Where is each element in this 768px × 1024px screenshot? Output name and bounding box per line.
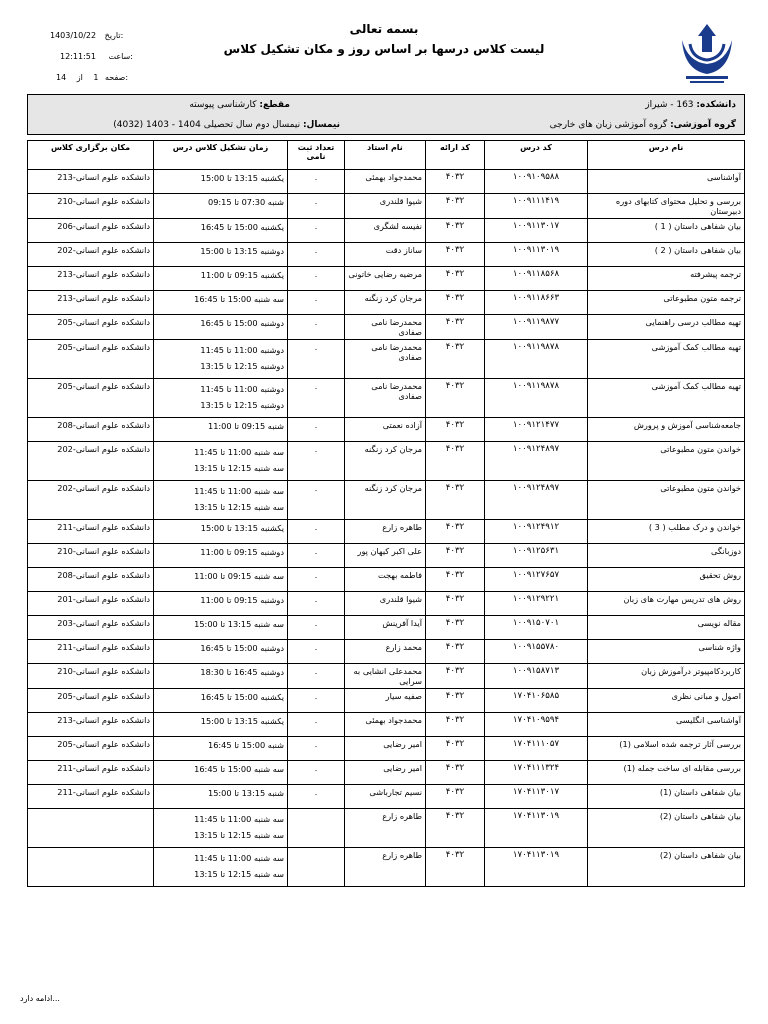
class-time-cell (154, 219, 288, 243)
term-label: نیمسال: (302, 120, 340, 130)
table-row (28, 737, 745, 761)
offer-code-cell: ۴۰۳۲ (426, 544, 485, 568)
class-time-cell (154, 379, 288, 418)
class-time-cell (154, 520, 288, 544)
course-code-cell: ۱۰۰۹۱۲۹۲۲۱ (485, 592, 588, 616)
column-header: کد ارائه (426, 141, 485, 170)
table-row (28, 713, 745, 737)
teacher-name-cell: نفیسه لشگری (345, 219, 426, 243)
class-location-cell: دانشکده علوم انسانی-202 (28, 481, 154, 520)
table-row (28, 616, 745, 640)
class-time-slot: دوشنبه 13:15 تا 15:00 (200, 246, 284, 256)
class-time-slot: سه شنبه 12:15 تا 13:15 (194, 463, 284, 473)
course-code-cell: ۱۰۰۹۱۲۵۶۳۱ (485, 544, 588, 568)
table-row (28, 194, 745, 219)
course-code-cell: ۱۰۰۹۱۲۴۸۹۷ (485, 481, 588, 520)
course-code-cell: ۱۰۰۹۱۲۴۸۹۷ (485, 442, 588, 481)
offer-code-cell: ۴۰۳۲ (426, 737, 485, 761)
table-row (28, 640, 745, 664)
class-location-cell: دانشکده علوم انسانی-205 (28, 315, 154, 340)
teacher-name-cell: فاطمه بهجت (345, 568, 426, 592)
table-row (28, 544, 745, 568)
class-location-cell: دانشکده علوم انسانی-205 (28, 379, 154, 418)
class-time-slot: دوشنبه 15:00 تا 16:45 (200, 643, 284, 653)
university-logo-icon (676, 22, 738, 88)
class-time-slot: دوشنبه 12:15 تا 13:15 (200, 400, 284, 410)
class-location-cell: دانشکده علوم انسانی-202 (28, 243, 154, 267)
class-location-cell: دانشکده علوم انسانی-201 (28, 592, 154, 616)
teacher-name-cell: آیدا آفرینش (345, 616, 426, 640)
course-name-cell: آواشناسی انگلیسی (588, 713, 745, 737)
course-name-cell: بیان شفاهی داستان ( 1 ) (588, 219, 745, 243)
faculty-info (645, 100, 736, 110)
enrollment-count-cell: . (288, 243, 345, 267)
class-time-slot: دوشنبه 16:45 تا 18:30 (200, 667, 284, 677)
class-location-cell: دانشکده علوم انسانی-205 (28, 689, 154, 713)
offer-code-cell: ۴۰۳۲ (426, 616, 485, 640)
class-location-cell: دانشکده علوم انسانی-205 (28, 737, 154, 761)
offer-code-cell: ۴۰۳۲ (426, 267, 485, 291)
teacher-name-cell: امیر رضایی (345, 737, 426, 761)
class-location-cell: دانشکده علوم انسانی-213 (28, 267, 154, 291)
offer-code-cell: ۴۰۳۲ (426, 219, 485, 243)
page-title: لیست کلاس درسها بر اساس روز و مکان تشکیل کلاس (223, 42, 545, 56)
course-name-cell: واژه شناسی (588, 640, 745, 664)
table-header-row (28, 141, 745, 170)
class-time-slot: سه شنبه 09:15 تا 11:00 (194, 571, 284, 581)
course-code-cell: ۱۷۰۴۱۰۹۵۹۴ (485, 713, 588, 737)
continued-note: ادامه دارد... (20, 994, 60, 1003)
page-counter (56, 73, 128, 82)
teacher-name-cell: مرجان کرد زنگنه (345, 291, 426, 315)
class-time-slot: یکشنبه 13:15 تا 15:00 (200, 523, 284, 533)
teacher-name-cell: علی اکبر کیهان پور (345, 544, 426, 568)
class-time-cell (154, 713, 288, 737)
class-time-slot: سه شنبه 12:15 تا 13:15 (194, 502, 284, 512)
print-time-label: ساعت: (108, 52, 133, 61)
course-code-cell: ۱۰۰۹۱۱۳۰۱۷ (485, 219, 588, 243)
table-row (28, 592, 745, 616)
class-time-cell (154, 170, 288, 194)
class-time-cell (154, 568, 288, 592)
class-time-cell (154, 689, 288, 713)
course-code-cell: ۱۰۰۹۱۲۷۶۵۷ (485, 568, 588, 592)
group-label: گروه آموزشی: (670, 120, 736, 130)
class-time-cell (154, 267, 288, 291)
table-row (28, 291, 745, 315)
offer-code-cell: ۴۰۳۲ (426, 761, 485, 785)
table-row (28, 170, 745, 194)
course-name-cell: دوزبانگی (588, 544, 745, 568)
class-time-cell (154, 664, 288, 689)
table-row (28, 689, 745, 713)
enrollment-count-cell: . (288, 664, 345, 689)
class-location-cell: دانشکده علوم انسانی-211 (28, 785, 154, 809)
term-value: نیمسال دوم سال تحصیلی 1404 - 1403 (4032) (113, 120, 301, 130)
offer-code-cell: ۴۰۳۲ (426, 340, 485, 379)
print-time-value: 12:11:51 (60, 52, 96, 61)
table-row (28, 340, 745, 379)
class-time-slot: سه شنبه 12:15 تا 13:15 (194, 869, 284, 879)
class-time-slot: دوشنبه 11:00 تا 11:45 (200, 384, 284, 394)
page-title-bismillah: بسمه تعالی (349, 22, 419, 36)
course-name-cell: کاربردکامپیوتر درآموزش زبان (588, 664, 745, 689)
offer-code-cell: ۴۰۳۲ (426, 418, 485, 442)
table-row (28, 379, 745, 418)
class-time-slot: شنبه 09:15 تا 11:00 (208, 421, 284, 431)
class-time-slot: یکشنبه 13:15 تا 15:00 (200, 173, 284, 183)
class-time-slot: سه شنبه 11:00 تا 11:45 (194, 486, 284, 496)
enrollment-count-cell: . (288, 442, 345, 481)
course-name-cell: آواشناسی (588, 170, 745, 194)
course-code-cell: ۱۰۰۹۱۱۱۴۱۹ (485, 194, 588, 219)
course-code-cell: ۱۰۰۹۱۵۰۷۰۱ (485, 616, 588, 640)
enrollment-count-cell: . (288, 418, 345, 442)
course-name-cell: بیان شفاهی داستان (1) (588, 785, 745, 809)
teacher-name-cell: نسیم تجارباشی (345, 785, 426, 809)
class-time-cell (154, 243, 288, 267)
teacher-name-cell: ساناز دقت (345, 243, 426, 267)
class-location-cell: دانشکده علوم انسانی-210 (28, 664, 154, 689)
page-label: صفحه: (105, 73, 129, 82)
course-code-cell: ۱۰۰۹۱۱۸۵۶۸ (485, 267, 588, 291)
class-time-slot: سه شنبه 15:00 تا 16:45 (194, 764, 284, 774)
course-name-cell: خواندن متون مطبوعاتی (588, 442, 745, 481)
course-name-cell: ترجمه متون مطبوعاتی (588, 291, 745, 315)
class-time-cell (154, 785, 288, 809)
course-name-cell: بیان شفاهی داستان ( 2 ) (588, 243, 745, 267)
offer-code-cell: ۴۰۳۲ (426, 848, 485, 887)
teacher-name-cell: محمدجواد بهمئی (345, 170, 426, 194)
course-code-cell: ۱۰۰۹۱۱۹۸۷۸ (485, 340, 588, 379)
teacher-name-cell: طاهره زارع (345, 848, 426, 887)
class-time-slot: دوشنبه 09:15 تا 11:00 (200, 595, 284, 605)
course-code-cell: ۱۰۰۹۱۲۱۴۷۷ (485, 418, 588, 442)
offer-code-cell: ۴۰۳۲ (426, 785, 485, 809)
class-location-cell: دانشکده علوم انسانی-203 (28, 616, 154, 640)
class-time-cell (154, 616, 288, 640)
enrollment-count-cell: . (288, 568, 345, 592)
course-name-cell: جامعه‌شناسی آموزش و پرورش (588, 418, 745, 442)
class-time-cell (154, 809, 288, 848)
enrollment-count-cell: . (288, 291, 345, 315)
offer-code-cell: ۴۰۳۲ (426, 194, 485, 219)
page-total: 14 (56, 73, 67, 82)
class-location-cell: دانشکده علوم انسانی-210 (28, 194, 154, 219)
enrollment-count-cell: . (288, 267, 345, 291)
offer-code-cell: ۴۰۳۲ (426, 689, 485, 713)
class-time-slot: سه شنبه 11:00 تا 11:45 (194, 814, 284, 824)
column-header: مکان برگزاری کلاس (28, 141, 154, 170)
enrollment-count-cell (288, 848, 345, 887)
class-schedule-table (27, 140, 745, 887)
table-row (28, 219, 745, 243)
teacher-name-cell: محمد زارع (345, 640, 426, 664)
class-location-cell (28, 848, 154, 887)
course-info-box (27, 94, 745, 135)
enrollment-count-cell: . (288, 592, 345, 616)
course-name-cell: مقاله نویسی (588, 616, 745, 640)
enrollment-count-cell: . (288, 520, 345, 544)
class-time-slot: شنبه 13:15 تا 15:00 (208, 788, 284, 798)
column-header: زمان تشکیل کلاس درس (154, 141, 288, 170)
class-time-cell (154, 291, 288, 315)
teacher-name-cell: محمدرضا نامی صفادی (345, 315, 426, 340)
teacher-name-cell: آزاده نعمتی (345, 418, 426, 442)
offer-code-cell: ۴۰۳۲ (426, 442, 485, 481)
class-time-cell (154, 481, 288, 520)
teacher-name-cell: مرجان کرد زنگنه (345, 481, 426, 520)
offer-code-cell: ۴۰۳۲ (426, 291, 485, 315)
class-location-cell: دانشکده علوم انسانی-211 (28, 520, 154, 544)
course-code-cell: ۱۷۰۴۱۱۳۰۱۹ (485, 809, 588, 848)
teacher-name-cell: محمدعلی انشایی به سرایی (345, 664, 426, 689)
page-of: از (76, 73, 83, 82)
class-time-cell (154, 848, 288, 887)
enrollment-count-cell: . (288, 713, 345, 737)
table-row (28, 315, 745, 340)
teacher-name-cell: طاهره زارع (345, 520, 426, 544)
class-location-cell (28, 809, 154, 848)
course-code-cell: ۱۰۰۹۱۵۸۷۱۳ (485, 664, 588, 689)
course-name-cell: بررسی مقابله ای ساخت جمله (1) (588, 761, 745, 785)
course-name-cell: روش تحقیق (588, 568, 745, 592)
enrollment-count-cell: . (288, 640, 345, 664)
column-header: نام استاد (345, 141, 426, 170)
table-row (28, 481, 745, 520)
table-row (28, 785, 745, 809)
faculty-value: 163 - شیراز (645, 100, 694, 110)
class-location-cell: دانشکده علوم انسانی-208 (28, 568, 154, 592)
class-time-cell (154, 761, 288, 785)
enrollment-count-cell: . (288, 170, 345, 194)
offer-code-cell: ۴۰۳۲ (426, 315, 485, 340)
class-time-cell (154, 640, 288, 664)
enrollment-count-cell: . (288, 616, 345, 640)
column-header: نام درس (588, 141, 745, 170)
class-time-slot: سه شنبه 11:00 تا 11:45 (194, 853, 284, 863)
offer-code-cell: ۴۰۳۲ (426, 379, 485, 418)
level-info (189, 100, 290, 110)
enrollment-count-cell: . (288, 481, 345, 520)
class-time-slot: یکشنبه 13:15 تا 15:00 (200, 716, 284, 726)
course-name-cell: اصول و مبانی نظری (588, 689, 745, 713)
offer-code-cell: ۴۰۳۲ (426, 809, 485, 848)
table-row (28, 809, 745, 848)
teacher-name-cell: شیوا قلندری (345, 194, 426, 219)
course-code-cell: ۱۰۰۹۱۲۴۹۱۲ (485, 520, 588, 544)
course-code-cell: ۱۷۰۴۱۱۱۰۵۷ (485, 737, 588, 761)
course-code-cell: ۱۷۰۴۱۰۶۵۸۵ (485, 689, 588, 713)
offer-code-cell: ۴۰۳۲ (426, 713, 485, 737)
teacher-name-cell: شیوا قلندری (345, 592, 426, 616)
course-name-cell: تهیه مطالب کمک آموزشی (588, 340, 745, 379)
offer-code-cell: ۴۰۳۲ (426, 481, 485, 520)
class-location-cell: دانشکده علوم انسانی-213 (28, 713, 154, 737)
offer-code-cell: ۴۰۳۲ (426, 664, 485, 689)
enrollment-count-cell: . (288, 340, 345, 379)
course-name-cell: بررسی آثار ترجمه شده اسلامی (1) (588, 737, 745, 761)
class-time-cell (154, 737, 288, 761)
course-code-cell: ۱۰۰۹۱۱۹۸۷۷ (485, 315, 588, 340)
teacher-name-cell: صفیه سیار (345, 689, 426, 713)
class-time-slot: شنبه 15:00 تا 16:45 (208, 740, 284, 750)
course-code-cell: ۱۷۰۴۱۱۱۳۲۴ (485, 761, 588, 785)
offer-code-cell: ۴۰۳۲ (426, 243, 485, 267)
enrollment-count-cell: . (288, 315, 345, 340)
course-name-cell: بیان شفاهی داستان (2) (588, 809, 745, 848)
group-info (550, 120, 736, 130)
level-value: کارشناسی پیوسته (189, 100, 257, 110)
table-row (28, 520, 745, 544)
term-info (113, 120, 340, 130)
table-row (28, 418, 745, 442)
course-code-cell: ۱۷۰۴۱۱۳۰۱۹ (485, 848, 588, 887)
class-location-cell: دانشکده علوم انسانی-208 (28, 418, 154, 442)
class-time-cell (154, 592, 288, 616)
table-row (28, 848, 745, 887)
offer-code-cell: ۴۰۳۲ (426, 568, 485, 592)
offer-code-cell: ۴۰۳۲ (426, 520, 485, 544)
group-value: گروه آموزشی زبان های خارجی (549, 120, 668, 130)
column-header: کد درس (485, 141, 588, 170)
class-time-cell (154, 442, 288, 481)
class-location-cell: دانشکده علوم انسانی-206 (28, 219, 154, 243)
course-code-cell: ۱۰۰۹۱۱۳۰۱۹ (485, 243, 588, 267)
class-time-slot: یکشنبه 15:00 تا 16:45 (200, 692, 284, 702)
teacher-name-cell: مرضیه رضایی خاتونی (345, 267, 426, 291)
class-location-cell: دانشکده علوم انسانی-213 (28, 170, 154, 194)
print-date-value: 1403/10/22 (50, 31, 97, 40)
offer-code-cell: ۴۰۳۲ (426, 170, 485, 194)
class-location-cell: دانشکده علوم انسانی-205 (28, 340, 154, 379)
teacher-name-cell: محمدرضا نامی صفادی (345, 340, 426, 379)
class-time-slot: سه شنبه 11:00 تا 11:45 (194, 447, 284, 457)
enrollment-count-cell: . (288, 219, 345, 243)
course-code-cell: ۱۰۰۹۱۱۹۸۷۸ (485, 379, 588, 418)
class-location-cell: دانشکده علوم انسانی-211 (28, 761, 154, 785)
class-time-slot: دوشنبه 15:00 تا 16:45 (200, 318, 284, 328)
class-time-slot: شنبه 07:30 تا 09:15 (208, 197, 284, 207)
enrollment-count-cell: . (288, 737, 345, 761)
class-time-slot: دوشنبه 09:15 تا 11:00 (200, 547, 284, 557)
enrollment-count-cell: . (288, 761, 345, 785)
class-time-cell (154, 544, 288, 568)
table-row (28, 664, 745, 689)
offer-code-cell: ۴۰۳۲ (426, 592, 485, 616)
course-name-cell: خواندن و درک مطلب ( 3 ) (588, 520, 745, 544)
table-row (28, 761, 745, 785)
enrollment-count-cell: . (288, 689, 345, 713)
class-location-cell: دانشکده علوم انسانی-210 (28, 544, 154, 568)
course-code-cell: ۱۰۰۹۱۵۵۷۸۰ (485, 640, 588, 664)
course-name-cell: خواندن متون مطبوعاتی (588, 481, 745, 520)
course-name-cell: بیان شفاهی داستان (2) (588, 848, 745, 887)
table-row (28, 267, 745, 291)
class-time-cell (154, 315, 288, 340)
enrollment-count-cell: . (288, 379, 345, 418)
enrollment-count-cell: . (288, 194, 345, 219)
enrollment-count-cell: . (288, 544, 345, 568)
course-name-cell: بررسی و تحلیل محتوای کتابهای دوره دبیرستان (588, 194, 745, 219)
class-time-slot: سه شنبه 12:15 تا 13:15 (194, 830, 284, 840)
class-location-cell: دانشکده علوم انسانی-213 (28, 291, 154, 315)
class-location-cell: دانشکده علوم انسانی-211 (28, 640, 154, 664)
teacher-name-cell: محمدجواد بهمئی (345, 713, 426, 737)
class-time-slot: دوشنبه 12:15 تا 13:15 (200, 361, 284, 371)
class-time-slot: دوشنبه 11:00 تا 11:45 (200, 345, 284, 355)
class-time-slot: یکشنبه 09:15 تا 11:00 (200, 270, 284, 280)
class-time-cell (154, 194, 288, 219)
teacher-name-cell: محمدرضا نامی صفادی (345, 379, 426, 418)
course-code-cell: ۱۷۰۴۱۱۳۰۱۷ (485, 785, 588, 809)
enrollment-count-cell (288, 809, 345, 848)
teacher-name-cell: طاهره زارع (345, 809, 426, 848)
course-name-cell: ترجمه پیشرفته (588, 267, 745, 291)
course-name-cell: تهیه مطالب کمک آموزشی (588, 379, 745, 418)
table-row (28, 442, 745, 481)
course-code-cell: ۱۰۰۹۱۰۹۵۸۸ (485, 170, 588, 194)
enrollment-count-cell: . (288, 785, 345, 809)
faculty-label: دانشکده: (696, 100, 736, 110)
column-header: تعداد ثبت نامی (288, 141, 345, 170)
teacher-name-cell: امیر رضایی (345, 761, 426, 785)
print-date-label: تاریخ: (104, 31, 124, 40)
class-time-slot: سه شنبه 13:15 تا 15:00 (194, 619, 284, 629)
class-time-slot: سه شنبه 15:00 تا 16:45 (194, 294, 284, 304)
teacher-name-cell: مرجان کرد زنگنه (345, 442, 426, 481)
level-label: مقطع: (259, 100, 290, 110)
class-time-slot: یکشنبه 15:00 تا 16:45 (200, 222, 284, 232)
table-row (28, 243, 745, 267)
class-time-cell (154, 340, 288, 379)
course-code-cell: ۱۰۰۹۱۱۸۶۶۳ (485, 291, 588, 315)
course-name-cell: تهیه مطالب درسی راهنمایی (588, 315, 745, 340)
class-time-cell (154, 418, 288, 442)
table-row (28, 568, 745, 592)
course-name-cell: روش های تدریس مهارت های زبان (588, 592, 745, 616)
offer-code-cell: ۴۰۳۲ (426, 640, 485, 664)
class-location-cell: دانشکده علوم انسانی-202 (28, 442, 154, 481)
page-number: 1 (93, 73, 99, 82)
